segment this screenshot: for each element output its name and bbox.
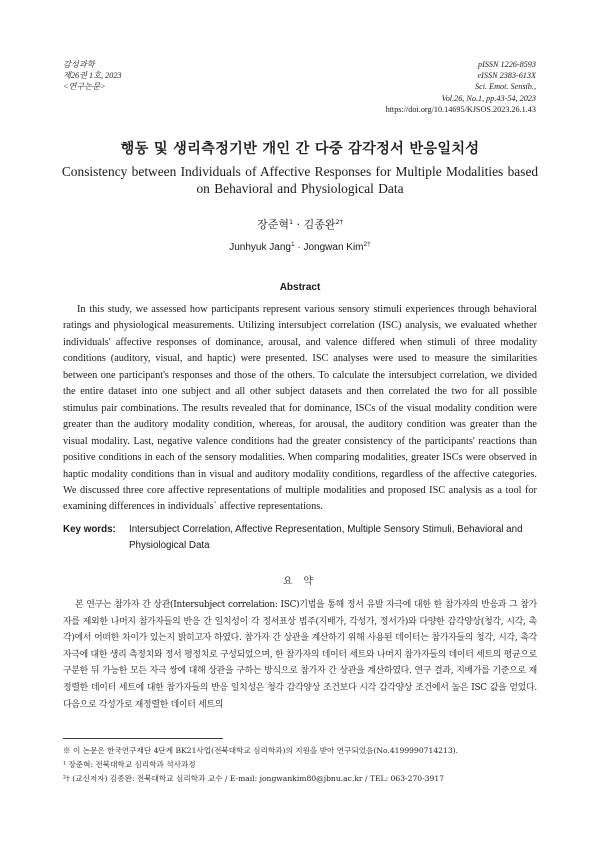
author-1-en-affil: 1	[290, 241, 295, 248]
summary-heading: 요 약	[282, 576, 318, 587]
keywords	[63, 522, 537, 555]
authors-english	[0, 241, 600, 253]
author-separator: ·	[293, 218, 304, 231]
author-2-en-affil: 2†	[363, 241, 371, 248]
title-korean: 행동 및 생리측정기반 개인 간 다중 감각정서 반응일치성	[120, 141, 480, 157]
author-1-ko-affil: 1	[288, 218, 294, 226]
authors-korean	[0, 216, 600, 232]
footnote-author-2: ²† (교신저자) 김종완: 전북대학교 심리학과 교수 / E-mail: jongwankim80@jbnu.ac.kr / TEL: 063-270-3917	[63, 773, 445, 783]
journal-name: 감성과학	[63, 60, 95, 69]
journal-header-right	[386, 59, 536, 115]
footnote-divider	[63, 738, 223, 739]
article-type: <연구논문>	[63, 82, 106, 92]
author-separator: ·	[294, 242, 304, 253]
author-2-ko: 김종완	[303, 218, 336, 231]
journal-volume: 제26권 1호, 2023	[63, 71, 122, 81]
title-english: Consistency between Individuals of Affective Responses for Multiple Modalities based on Behavioral and Physiological Data	[61, 164, 539, 196]
author-2-ko-affil: 2†	[335, 218, 343, 226]
journal-abbrev: Sci. Emot. Sensib.,	[475, 82, 536, 92]
summary-text: 본 연구는 참가자 간 상관(Intersubject correlation: ISC)기법을 통해 정서 유발 자극에 대한 한 참가자의 반응과 그 참가자를 제외한 나머지 참가자들의 반응 간 일치성이 각 정서표상 범주(지배가, 각성가, 정서가)와 다양한 감각양상(청각, 시각, 촉각)에서 어떠한 차이가 있는지 밝히고자 하였다. 참가자 간 상관을 계산하기 위해 사용된 데이터는 참가자들의 청각, 시각, 촉각 자극에 대한 생리 측정치와 정서 평정치로 구성되었으며, 한 참가자의 데이터 세트와 나머지 참가자들의 데이터 세트의 평균으로 구분한 뒤 가능한 모든 자극 쌍에 대해 상관을 구하는 방식으로 참가자 간 상관을 계산하였다. 연구 결과, 지배가를 기준으로 재정렬한 데이터 세트에 대한 참가자들의 반응 일치성은 청각 감각양상 조건보다 시각 감각양상 조건에서 높은 ISC 값을 얻었다. 다음으로 각성가로 재정렬한 데이터 세트의	[63, 600, 537, 710]
abstract-heading: Abstract	[279, 282, 321, 293]
pissn: pISSN 1226-8593	[478, 60, 536, 69]
author-2-en: Jongwan Kim	[303, 242, 364, 253]
keywords-list: Intersubject Correlation, Affective Representation, Multiple Sensory Stimuli, Behavioral and Physiological Data	[129, 524, 523, 552]
footnote-funding: ※ 이 논문은 한국연구재단 4단계 BK21사업(전북대학교 심리학과)의 지원을 받아 연구되었음(No.4199990714213).	[63, 746, 459, 755]
doi-link[interactable]: https://doi.org/10.14695/KJSOS.2023.26.1.43	[385, 104, 536, 114]
eissn: eISSN 2383-613X	[477, 71, 536, 81]
footnotes	[63, 744, 537, 785]
author-1-ko: 장준혁	[257, 218, 289, 231]
keywords-label: Key words:	[63, 524, 116, 535]
footnote-author-1: ¹ 장준혁: 전북대학교 심리학과 석사과정	[63, 759, 196, 769]
journal-header-left	[63, 59, 122, 93]
volume-pages: Vol.26, No.1, pp.43-54, 2023	[441, 93, 536, 103]
author-1-en: Junhyuk Jang	[229, 242, 291, 253]
abstract-text: In this study, we assessed how participants represent various sensory stimuli experiences through behavioral ratings and physiological measurements. Utilizing intersubject correlation (ISC) analysis, we evaluated whether individuals' affective responses of dominance, arousal, and valence differed when stimuli of three modality conditions (auditory, visual, and haptic) were presented. ISC analyses were used to measure the similarities between one participant's responses and those of the others. To calculate the intersubject correlation, we divided the entire dataset into one subject and all other subject datasets and then correlated the two for all possible stimulus pair combinations. The results revealed that for dominance, ISCs of the visual modality condition were greater than the auditory modality condition, whereas, for arousal, the auditory condition was greater than the visual modality. Last, negative valence conditions had the greater consistency of the participants' reactions than positive conditions in each of the sensory modalities. When comparing modalities, greater ISCs were observed in haptic modality conditions than in visual and auditory modality conditions, regardless of the affective categories. We discussed three core affective representations of multiple modalities and proposed ISC analysis as a tool for examining differences in individuals` affective representations.	[63, 304, 537, 513]
